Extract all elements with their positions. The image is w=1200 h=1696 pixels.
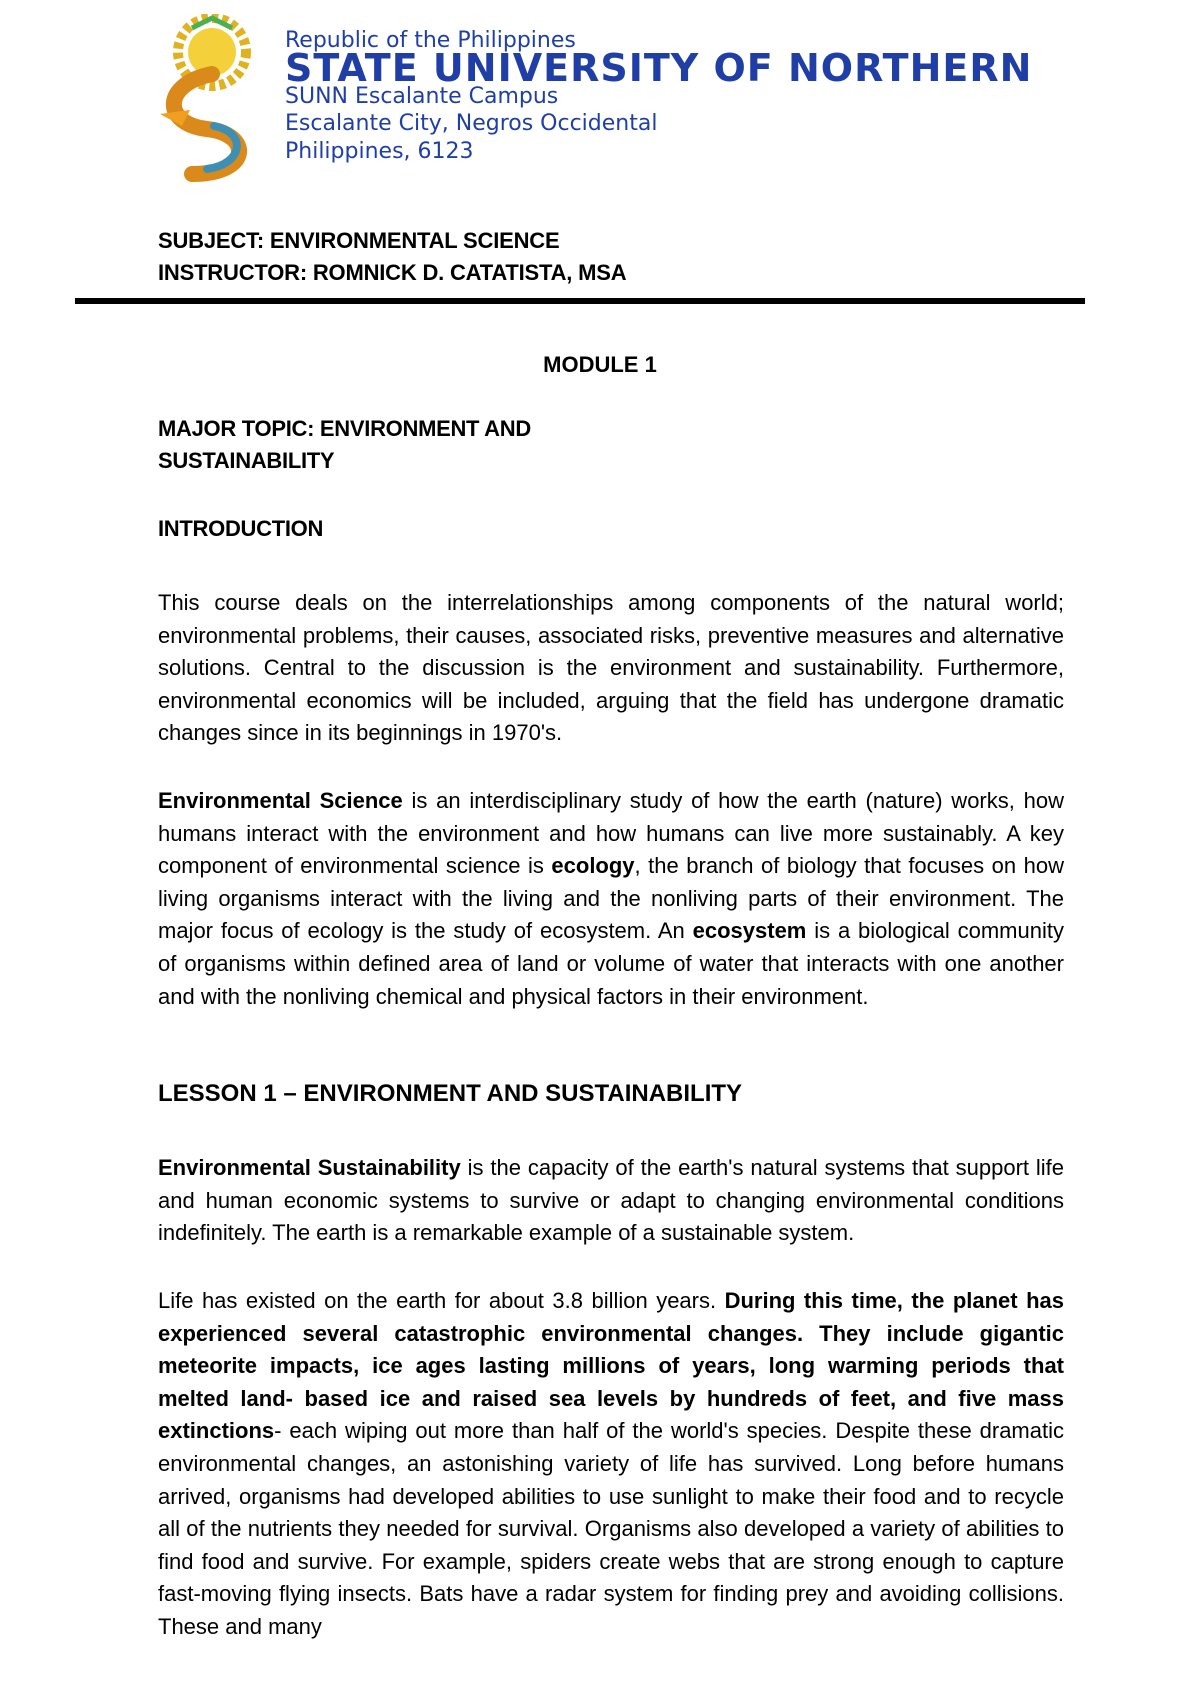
env-sustainability-paragraph: Environmental Sustainability is the capacity of the earth's natural systems that support life and human economic systems to survive or adapt to changing environmental conditions indefinitely. The earth is a remarkable example of a sustainable system.: [158, 1155, 1065, 1246]
life-paragraph: Life has existed on the earth for about 3.8 billion years. During this time, the planet has experienced several catastrophic environmental changes. They include gigantic meteorite impacts, ice ages lasting millions of years, long warming periods that melted land- based ice and raised sea levels by hundreds of feet, and five mass extinctions- each wiping out more than half of the world's species. Despite these dramatic environmental changes, an astonishing variety of life has survived. Long before humans arrived, organisms had developed abilities to use sunlight to make their food and to recycle all of the nutrients they needed for survival. Organisms also developed a variety of abilities to find food and survive. For example, spiders create webs that are strong enough to capture fast-moving flying insects. Bats have a radar system for finding prey and avoiding collisions. These and many: [158, 1288, 1064, 1639]
university-logo: [152, 14, 272, 184]
env-science-term: Environmental Science: [158, 788, 403, 813]
catastrophic-changes-text: During this time, the planet has experienced several catastrophic environmental changes. They include gigantic meteorite impacts, ice ages lasting millions of years, long warming periods that melted land- based ice and raised sea levels by hundreds of feet, and five mass extinctions: [158, 1288, 1064, 1444]
header-divider: [75, 298, 1085, 304]
major-topic-line1: MAJOR TOPIC: ENVIRONMENT AND: [158, 416, 531, 441]
instructor-line: INSTRUCTOR: ROMNICK D. CATATISTA, MSA: [158, 260, 627, 285]
env-science-paragraph: Environmental Science is an interdisciplinary study of how the earth (nature) works, how humans interact with the environment and how humans can live more sustainably. A key component of environmental science is ecology, the branch of biology that focuses on how living organisms interact with the living and the nonliving parts of their environment. The major focus of ecology is the study of ecosystem. An ecosystem is a biological community of organisms within defined area of land or volume of water that interacts with one another and with the nonliving chemical and physical factors in their environment.: [158, 788, 1064, 1009]
header-republic: Republic of the Philippines: [285, 28, 576, 53]
module-title: MODULE 1: [543, 352, 657, 377]
header-city: Escalante City, Negros Occidental: [285, 111, 658, 136]
header-country: Philippines, 6123: [285, 139, 474, 164]
ecology-term: ecology: [551, 853, 635, 879]
ecosystem-term: ecosystem: [692, 918, 807, 944]
subject-line: SUBJECT: ENVIRONMENTAL SCIENCE: [158, 228, 560, 253]
intro-paragraph: This course deals on the interrelationships among components of the natural world; environmental problems, their causes, associated risks, preventive measures and alternative solutions. Central to the discussion is the environment and sustainability. Furthermore, environmental economics will be included, arguing that the field has undergone dramatic changes since in its beginnings in 1970's.: [158, 590, 1064, 746]
major-topic-line2: SUSTAINABILITY: [158, 448, 335, 473]
lesson-title: LESSON 1 – ENVIRONMENT AND SUSTAINABILITY: [158, 1080, 743, 1107]
header-campus: SUNN Escalante Campus: [285, 84, 559, 109]
header-university: STATE UNIVERSITY OF NORTHERN: [285, 46, 1033, 90]
env-sustainability-term: Environmental Sustainability: [158, 1155, 461, 1180]
introduction-heading: INTRODUCTION: [158, 516, 324, 541]
